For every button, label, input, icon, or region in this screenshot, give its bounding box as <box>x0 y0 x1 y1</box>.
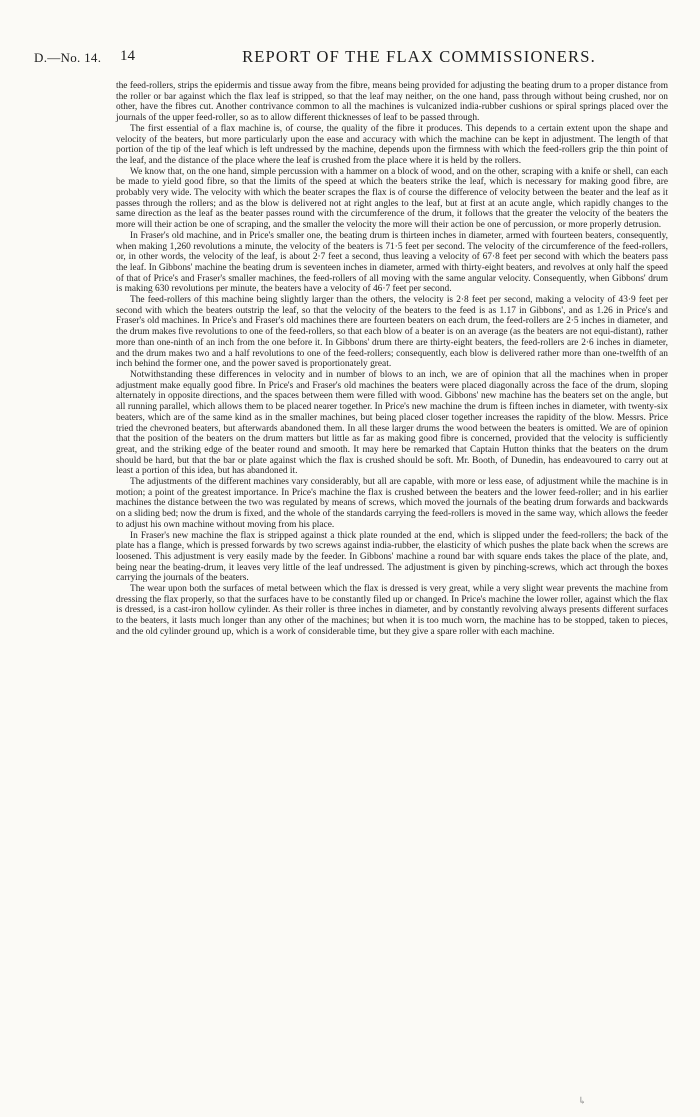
paragraph-continued: the feed-rollers, strips the epidermis and tissue away from the fibre, means being provided for adjusting the beating drum to a proper distance from the roller or bar against which the flax leaf is stripped, so that the leaf may neither, on the one hand, pass through without being crushed, nor on other, have the fibres cut. Another contrivance common to all the machines is vulcanized india-rubber cushions or spiral springs placed over the journals of the upper feed-roller, so as to allow different thicknesses of leaf to be passed through. <box>116 81 668 124</box>
paragraph: The wear upon both the surfaces of metal between which the flax is dressed is very great, while a very slight wear prevents the machine from dressing the flax properly, so that the surfaces have to be constantly filed up or changed. In Price's machine the lower roller, against which the flax is dressed, is a cast-iron hollow cylinder. As their roller is three inches in diameter, and by constantly revolving always presents different surfaces to the beaters, it lasts much longer than any other of the machines; but when it is too much worn, the machine has to be stopped, taken to pieces, and the old cylinder ground up, which is a work of considerable time, but they give a spare roller with each machine. <box>116 584 668 637</box>
paragraph: The feed-rollers of this machine being slightly larger than the others, the velocity is 2·8 feet per second, making a velocity of 43·9 feet per second with which the beaters outstrip the leaf, so that the velocity of the beaters to the feed is as 1.17 in Gibbons', and as 1.26 in Price's and Fraser's old machines. In Price's and Fraser's old machines there are fourteen beaters on each drum, the feed-rollers are 2·5 inches in diameter, and the drum makes five revolutions to one of the feed-rollers, so that each blow of a beater is on an average (as the beaters are not equi-distant), rather more than one-ninth of an inch from the one before it. In Gibbons' drum there are thirty-eight beaters, the feed-rollers are 2·6 inches in diameter, and the drum makes two and a half revolutions to one of the feed-rollers; consequently, each blow is delivered rather more than one-twelfth of an inch behind the former one, and the power saved is proportionately great. <box>116 295 668 370</box>
paragraph: The first essential of a flax machine is, of course, the quality of the fibre it produces. This depends to a certain extent upon the shape and velocity of the beaters, but more particularly upon the ease and accuracy with which the machine can be kept in adjustment. The length of that portion of the tip of the leaf which is left undressed by the machine, depends upon the firmness with which the feed-rollers grip the thin point of the leaf, and the distance of the place where the leaf is crushed from the place where it is held by the rollers. <box>116 123 668 166</box>
paragraph: Notwithstanding these differences in velocity and in number of blows to an inch, we are of opinion that all the machines when in proper adjustment make equally good fibre. In Price's and Fraser's old machines the beaters were placed diagonally across the face of the drum, sloping alternately in opposite directions, and the spaces between them were filled with wood. Gibbons' new machine has the beaters set on the angle, but all running parallel, which allows them to be placed nearer together. In Price's new machine the drum is fifteen inches in diameter, with twenty-six beaters, which are of the same kind as in the smaller machines, but being placed closer together increases the rapidity of the blow. Messrs. Price tried the chevroned beaters, but afterwards abandoned them. In all these larger drums the wood between the beaters is omitted. We are of opinion that the position of the beaters on the drum matters but little as far as making good fibre is concerned, provided that the velocity is sufficiently great, and the striking edge of the beater round and smooth. It may here be remarked that Captain Hutton thinks that the beaters on the drum should be hard, but that the bar or plate against which the flax is crushed should be soft. Mr. Booth, of Dunedin, has endeavoured to carry out at least a portion of this idea, but has abandoned it. <box>116 369 668 477</box>
page-number: 14 <box>120 48 135 64</box>
page-title: REPORT OF THE FLAX COMMISSIONERS. <box>242 47 596 66</box>
page-header <box>34 46 674 70</box>
paragraph: The adjustments of the different machines vary considerably, but all are capable, with more or less ease, of adjustment while the machine is in motion; a point of the greatest importance. In Price's machine the flax is crushed between the beaters and the lower feed-roller; and in his earlier machines the distance between the two was regulated by means of screws, which moved the journals of the beating drum forwards and backwards on a sliding bed; now the drum is fixed, and the whole of the standards carrying the feed-rollers is moved in the same way, which allows the feeder to adjust his own machine without moving from his place. <box>116 477 668 530</box>
paragraph: In Fraser's new machine the flax is stripped against a thick plate rounded at the end, which is slipped under the feed-rollers; the back of the plate has a flange, which is pressed forwards by two screws against india-rubber, the elasticity of which pushes the plate back when the screws are loosened. This adjustment is very easily made by the feeder. In Gibbons' machine a round bar with square ends takes the place of the plate, and, being near the beating-drum, it leaves very little of the leaf undressed. The adjustment is given by pinching-screws, which act through the boxes carrying the journals of the beaters. <box>116 530 668 584</box>
paragraph: In Fraser's old machine, and in Price's smaller one, the beating drum is thirteen inches in diameter, armed with fourteen beaters, consequently, when making 1,260 revolutions a minute, the velocity of the beaters is 71·5 feet per second. The velocity of the circumference of the feed-rollers, or, in other words, the velocity of the leaf, is about 2·7 feet a second, thus leaving a velocity of 67·8 feet per second with which the beaters pass the leaf. In Gibbons' machine the beating drum is seventeen inches in diameter, armed with thirty-eight beaters, and revolves at only half the speed of that of Price's and Fraser's smaller machines, the feed-rollers of all moving with the same angular velocity. Consequently, when Gibbons' drum is making 630 revolutions per minute, the beaters have a velocity of 46·7 feet per second. <box>116 230 668 295</box>
document-reference: D.—No. 14. <box>34 50 102 65</box>
paragraph: We know that, on the one hand, simple percussion with a hammer on a block of wood, and on the other, scraping with a knife or shell, can each be made to yield good fibre, so that the limits of the speed at which the beaters strike the leaf, which is necessary for making good fibre, are probably very wide. The velocity with which the beater scrapes the flax is of course the difference of velocity between the beater and the leaf as it passes through the rollers; and as the blow is delivered not at right angles to the leaf, but at first at an acute angle, which rapidly changes to the same direction as the leaf as the beater passes round with the circumference of the drum, it follows that the greater the velocity of the beaters the more will their action be one of scraping, and the smaller the velocity the more will their action be one of percussion, or more properly detrusion. <box>116 166 668 231</box>
corner-mark: ↳ <box>578 1096 587 1107</box>
body-text <box>116 81 668 638</box>
